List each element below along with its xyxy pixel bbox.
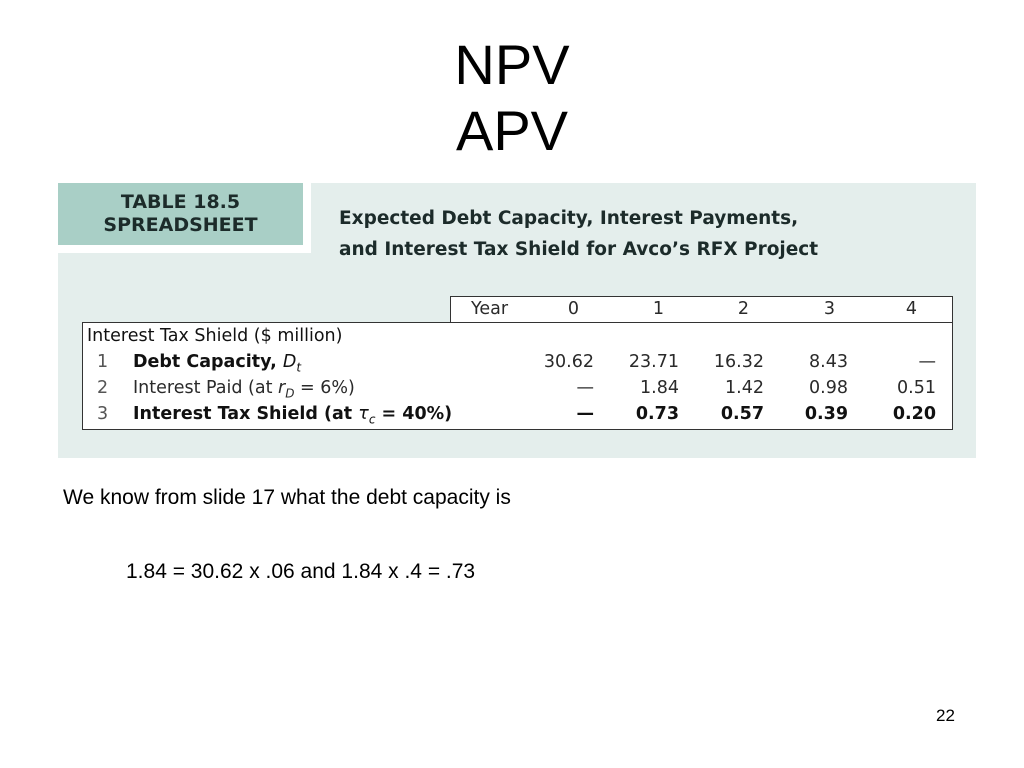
row-number: 3 — [97, 404, 109, 424]
table-panel — [58, 183, 976, 458]
badge-separator — [303, 183, 311, 253]
row-label-interest-tax-shield: Interest Tax Shield (at $\tau_c = 40\%$) — [133, 404, 453, 427]
table-cell: — — [576, 378, 594, 398]
row-label-debt-capacity: Debt Capacity, $D_t$ — [133, 352, 302, 375]
year-header-cell: 3 — [823, 299, 835, 319]
table-cell: 30.62 — [543, 352, 594, 372]
table-badge — [58, 183, 303, 245]
table-caption — [339, 203, 959, 265]
table-cell: 1.84 — [640, 378, 679, 398]
table-cell: 1.42 — [725, 378, 764, 398]
table-cell: 0.51 — [897, 378, 936, 398]
slide-title-apv: APV — [455, 99, 569, 162]
table-caption-line1: Expected Debt Capacity, Interest Payments, — [339, 208, 799, 229]
year-header-cell: 4 — [905, 299, 917, 319]
table-cell: 0.98 — [809, 378, 848, 398]
row-number: 1 — [97, 352, 109, 372]
year-header-cell: 1 — [652, 299, 664, 319]
table-cell: 8.43 — [809, 352, 848, 372]
table-cell: 0.39 — [804, 404, 848, 424]
table-cell: 0.57 — [720, 404, 764, 424]
table-caption-line2: and Interest Tax Shield for Avco’s RFX Project — [339, 239, 819, 260]
table-badge-type: SPREADSHEET — [103, 214, 258, 236]
slide-formula: 1.84 = 30.62 x .06 and 1.84 x .4 = .73 — [126, 560, 476, 583]
table-badge-number: TABLE 18.5 — [120, 191, 241, 213]
row-number: 2 — [97, 378, 109, 398]
row-label-interest-paid: Interest Paid (at $r_D = 6\%$) — [133, 378, 355, 401]
tax-shield-table — [82, 322, 953, 430]
table-cell: 0.73 — [635, 404, 679, 424]
slide-title-npv: NPV — [454, 33, 570, 96]
section-label: Interest Tax Shield ($ million) — [87, 326, 343, 346]
year-header-cell: 0 — [567, 299, 579, 319]
table-cell: — — [576, 404, 594, 424]
table-cell: 0.20 — [892, 404, 936, 424]
table-cell: — — [918, 352, 936, 372]
year-header-cell: 2 — [737, 299, 749, 319]
slide-note: We know from slide 17 what the debt capacity is — [63, 486, 511, 509]
badge-underline — [58, 245, 311, 253]
year-header-row — [450, 296, 953, 323]
page-number: 22 — [936, 706, 955, 725]
table-cell: 23.71 — [628, 352, 679, 372]
year-label: Year — [471, 299, 509, 319]
table-cell: 16.32 — [713, 352, 764, 372]
